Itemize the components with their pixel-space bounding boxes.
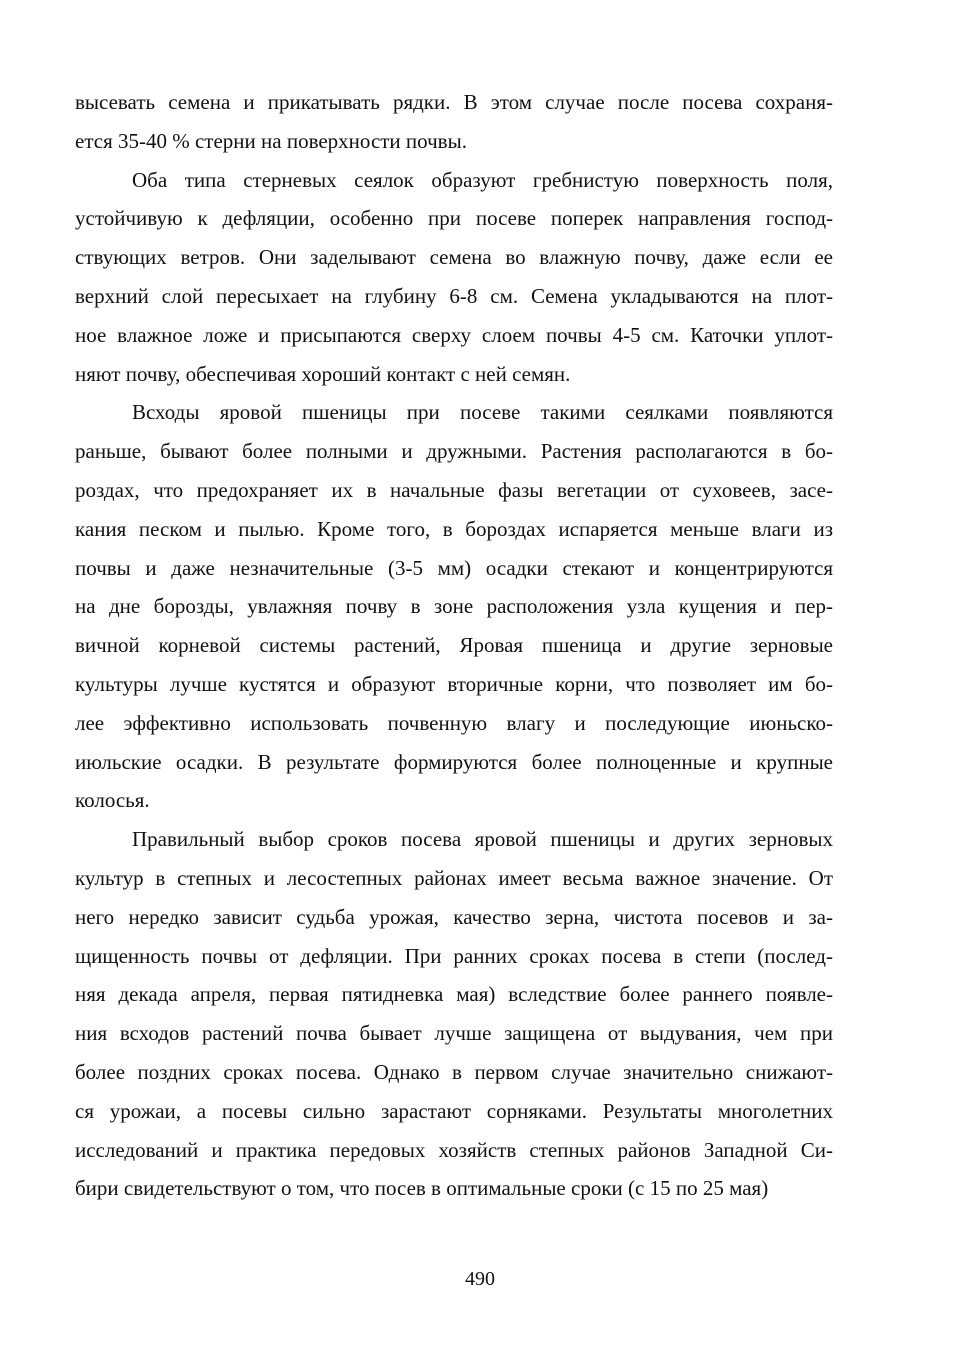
text-line: ся урожаи, а посевы сильно зарастают сорняками. Результаты многолетних (75, 1098, 833, 1123)
text-line: верхний слой пересыхает на глубину 6-8 см. Семена укладываются на плот- (75, 283, 833, 308)
page-number: 490 (465, 1268, 495, 1290)
text-line: него нередко зависит судьба урожая, качество зерна, чистота посевов и за- (75, 904, 833, 929)
text-line: на дне борозды, увлажняя почву в зоне расположения узла кущения и пер- (75, 594, 833, 619)
text-line: исследований и практика передовых хозяйств степных районов Западной Си- (75, 1137, 833, 1162)
text-line: раньше, бывают более полными и дружными. Растения располагаются в бо- (75, 439, 833, 464)
text-line: кания песком и пылью. Кроме того, в бороздах испаряется меньше влаги из (75, 516, 833, 541)
text-line: культуры лучше кустятся и образуют вторичные корни, что позволяет им бо- (75, 671, 833, 696)
text-line: щищенность почвы от дефляции. При ранних сроках посева в степи (послед- (75, 943, 833, 968)
text-line: Всходы яровой пшеницы при посеве такими сеялками появляются (132, 400, 833, 425)
text-line: Правильный выбор сроков посева яровой пшеницы и других зерновых (132, 827, 833, 852)
text-line: колосья. (75, 788, 150, 813)
text-line: няют почву, обеспечивая хороший контакт с ней семян. (75, 361, 571, 386)
text-line: вичной корневой системы растений, Яровая пшеница и другие зерновые (75, 633, 833, 658)
text-line: высевать семена и прикатывать рядки. В этом случае после посева сохраня- (75, 90, 833, 114)
text-line: ное влажное ложе и присыпаются сверху слоем почвы 4-5 см. Каточки уплот- (75, 322, 833, 347)
text-line: Оба типа стерневых сеялок образуют гребнистую поверхность поля, (132, 167, 833, 192)
text-line: почвы и даже незначительные (3-5 мм) осадки стекают и концентрируются (75, 555, 833, 580)
text-line: устойчивую к дефляции, особенно при посеве поперек направления господ- (75, 206, 833, 231)
text-line: более поздних сроках посева. Однако в первом случае значительно снижают- (75, 1059, 833, 1084)
paragraph (75, 820, 833, 1208)
paragraph (75, 83, 833, 161)
text-line: ется 35-40 % стерни на поверхности почвы. (75, 128, 467, 153)
text-line: бири свидетельствуют о том, что посев в оптимальные сроки (с 15 по 25 мая) (75, 1176, 769, 1201)
text-line: июльские осадки. В результате формируются более полноценные и крупные (75, 749, 833, 774)
text-line: ствующих ветров. Они заделывают семена во влажную почву, даже если ее (75, 245, 833, 270)
text-line: роздах, что предохраняет их в начальные фазы вегетации от суховеев, засе- (75, 477, 833, 502)
text-line: ния всходов растений почва бывает лучше защищена от выдувания, чем при (75, 1021, 833, 1046)
paragraph (75, 393, 833, 820)
body-text (75, 83, 833, 1208)
text-line: няя декада апреля, первая пятидневка мая) вследствие более раннего появле- (75, 982, 833, 1007)
paragraph (75, 161, 833, 394)
text-line: культур в степных и лесостепных районах имеет весьма важное значение. От (75, 865, 833, 890)
text-line: лее эффективно использовать почвенную влагу и последующие июньско- (75, 710, 833, 735)
